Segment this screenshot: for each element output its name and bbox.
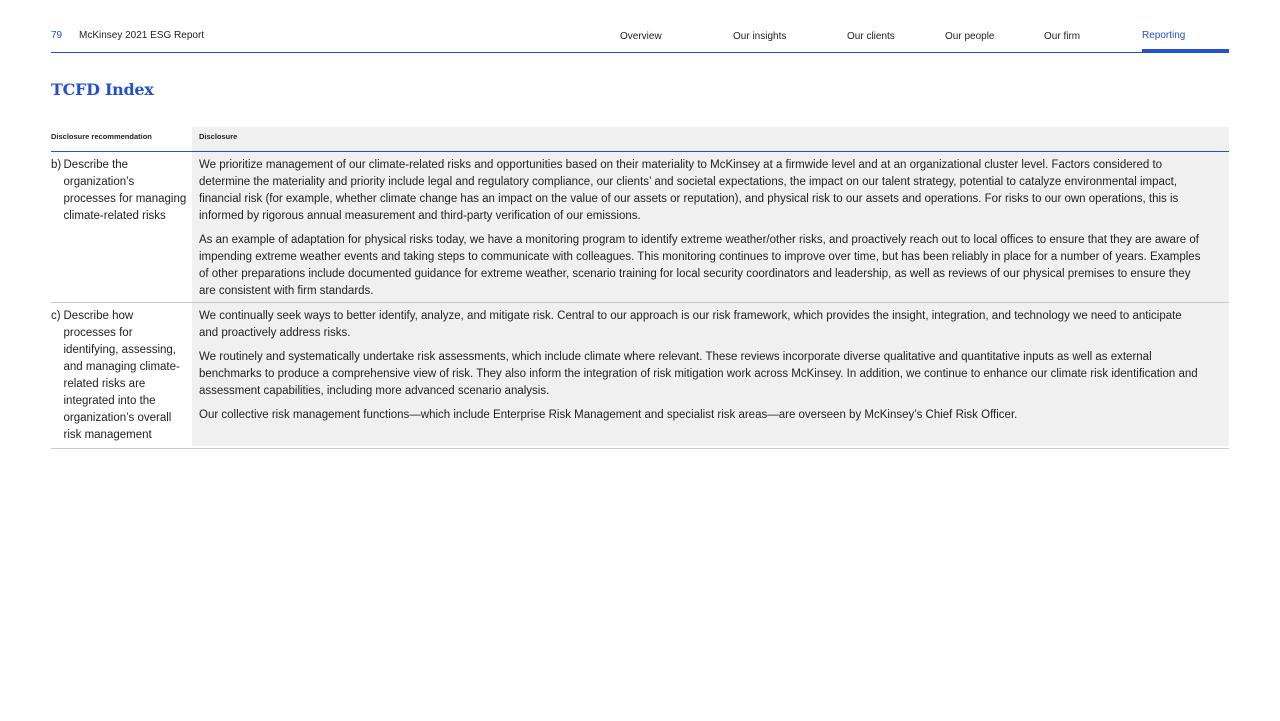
nav-our-firm[interactable]: Our firm [1044, 31, 1081, 42]
nav-reporting[interactable]: Reporting [1142, 30, 1186, 41]
tcfd-index-table [51, 127, 1229, 449]
report-title: McKinsey 2021 ESG Report [79, 30, 205, 41]
table-row [51, 303, 1229, 449]
nav-active-indicator [1142, 49, 1229, 53]
recommendation-text: Describe the organization’s processes for managing climate-related risks [63, 159, 187, 222]
disclosure-paragraph: Our collective risk management functions—which include Enterprise Risk Management and specialist risk areas—are overseen by McKinsey’s Chief Risk Officer. [199, 409, 1018, 421]
recommendation-letter: b) [51, 159, 62, 171]
nav-overview[interactable]: Overview [620, 31, 662, 42]
nav-our-insights[interactable]: Our insights [733, 31, 787, 42]
page-number: 79 [51, 30, 63, 41]
disclosure-cell [192, 152, 1229, 302]
disclosure-cell [192, 303, 1229, 446]
recommendation-text: Describe how processes for identifying, assessing, and managing climate-related risks are integrated into the organization’s overall risk management [63, 310, 180, 441]
recommendation-letter: c) [51, 310, 61, 322]
disclosure-paragraph: We prioritize management of our climate-related risks and opportunities based on their materiality to McKinsey at a firmwide level and at an organizational cluster level. Factors considered to determine the materiality and priority include legal and regulatory compliance, our clients’ and societal expectations, the impact on our talent strategy, potential to catalyze environmental impact, financial risk (for example, whether climate change has an impact on the value of our assets or reputation), and physical risk to our assets and operations. For risks to our own operations, this is informed by rigorous annual measurement and third-party verification of our emissions. [199, 159, 1179, 222]
top-navigation-bar [51, 0, 1229, 53]
table-header [51, 127, 1229, 152]
recommendation-cell [51, 303, 192, 448]
page-title: TCFD Index [51, 80, 154, 99]
column-header-disclosure: Disclosure [192, 127, 1229, 151]
recommendation-cell [51, 152, 192, 302]
nav-our-clients[interactable]: Our clients [847, 31, 895, 42]
table-row [51, 152, 1229, 303]
disclosure-paragraph: As an example of adaptation for physical risks today, we have a monitoring program to identify extreme weather/other risks, and proactively reach out to local offices to ensure that they are aware of impending extreme weather events and taking steps to communicate with colleagues. This monitoring continues to improve over time, but has been reliably in place for a number of years. Examples of other preparations include documented guidance for extreme weather, scenario training for local security coordinators and leadership, as well as reviews of our physical premises to ensure they are consistent with firm standards. [199, 234, 1201, 297]
column-header-recommendation: Disclosure recommendation [51, 132, 152, 141]
nav-our-people[interactable]: Our people [945, 31, 995, 42]
disclosure-paragraph: We continually seek ways to better identify, analyze, and mitigate risk. Central to our approach is our risk framework, which provides the insight, integration, and technology we need to anticipate and proactively address risks. [199, 310, 1182, 339]
disclosure-paragraph: We routinely and systematically undertake risk assessments, which include climate where relevant. These reviews incorporate diverse qualitative and quantitative inputs as well as external benchmarks to produce a comprehensive view of risk. They also inform the integration of risk mitigation work across McKinsey. In addition, we continue to enhance our climate risk identification and assessment capabilities, including more advanced scenario analysis. [199, 351, 1198, 397]
